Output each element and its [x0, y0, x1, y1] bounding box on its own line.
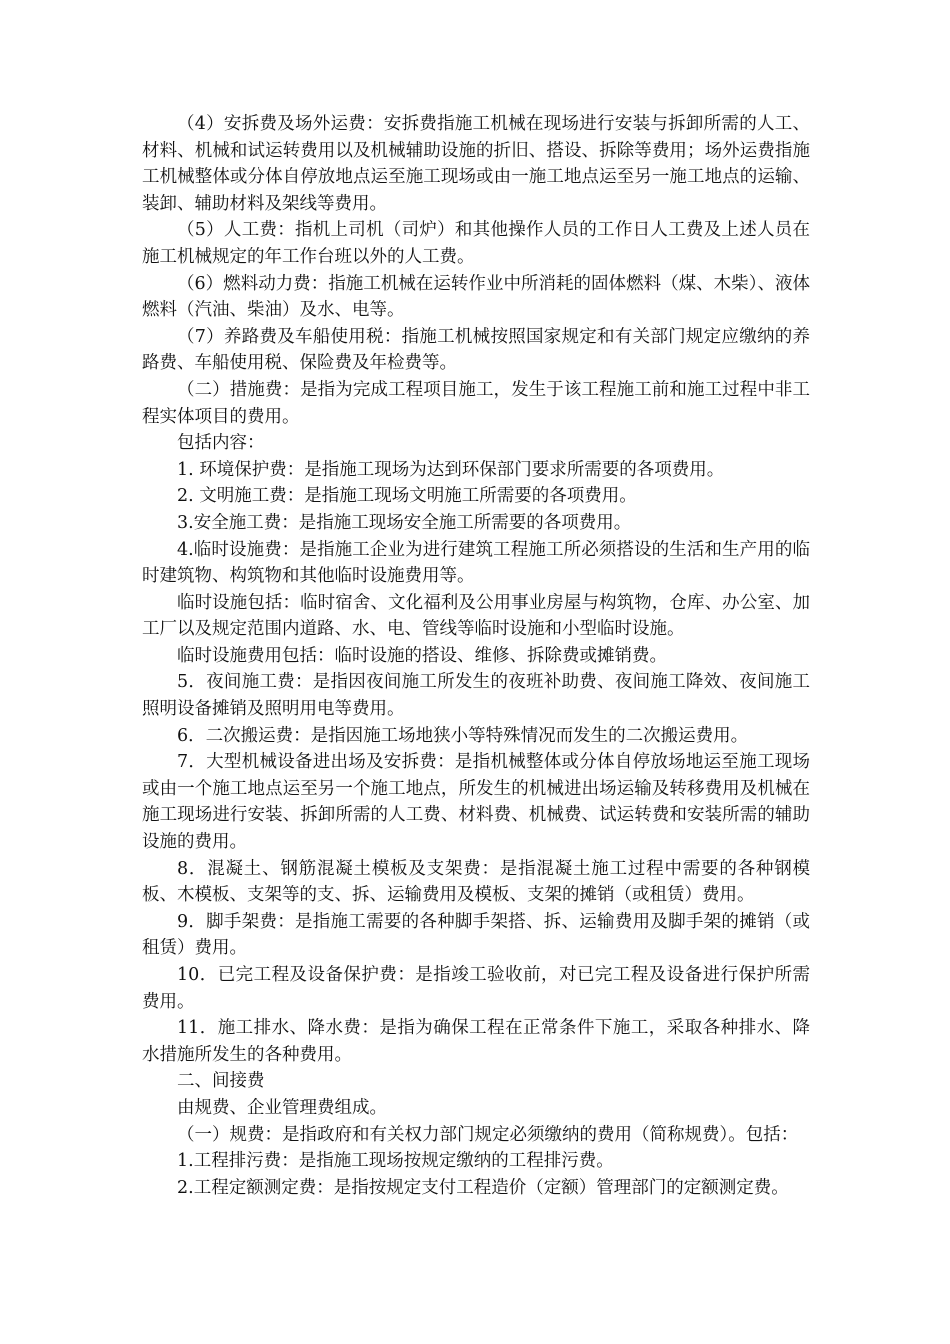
paragraph-includes: 包括内容： [177, 433, 265, 454]
paragraph-completed-works-protection-fee: 10．已完工程及设备保护费：是指竣工验收前，对已完工程及设备进行保护所需费用。 [142, 965, 810, 1012]
paragraph-sewage-fee: 1.工程排污费：是指施工现场按规定缴纳的工程排污费。 [177, 1151, 614, 1172]
paragraph-secondary-handling-fee: 6．二次搬运费：是指因施工场地狭小等特殊情况而发生的二次搬运费用。 [177, 725, 749, 746]
document-body [142, 111, 810, 1201]
paragraph-road-vehicle-tax: （7）养路费及车船使用税：指施工机械按照国家规定和有关部门规定应缴纳的养路费、车船使用税、保险费及年检费等。 [142, 326, 810, 374]
paragraph-labor-fee: （5）人工费：指机上司机（司炉）和其他操作人员的工作日人工费及上述人员在施工机械规定的年工作台班以外的人工费。 [142, 220, 810, 267]
paragraph-night-work-fee: 5．夜间施工费：是指因夜间施工所发生的夜班补助费、夜间施工降效、夜间施工照明设备摊销及照明用电等费用。 [142, 672, 810, 720]
paragraph-large-machinery-fee: 7．大型机械设备进出场及安拆费：是指机械整体或分体自停放场地运至施工现场或由一个施工地点运至另一个施工地点，所发生的机械进出场运输及转移费用及机械在施工现场进行安装、拆卸所需的人工费、材料费、机械费、试运转费和安装所需的辅助设施的费用。 [142, 752, 810, 853]
paragraph-measures-fee: （二）措施费：是指为完成工程项目施工，发生于该工程施工前和施工过程中非工程实体项目的费用。 [142, 379, 810, 427]
paragraph-scaffolding-fee: 9．脚手架费：是指施工需要的各种脚手架搭、拆、运输费用及脚手架的摊销（或租赁）费用。 [142, 911, 810, 959]
paragraph-statutory-fees: （一）规费：是指政府和有关权力部门规定必须缴纳的费用（简称规费）。包括： [177, 1124, 799, 1145]
paragraph-formwork-support-fee: 8．混凝土、钢筋混凝土模板及支架费：是指混凝土施工过程中需要的各种钢模板、木模板、支架等的支、拆、运输费用及模板、支架的摊销（或租赁）费用。 [142, 858, 810, 906]
section-heading-indirect-cost: 二、间接费 [177, 1071, 265, 1092]
paragraph-temporary-facilities-fee: 4.临时设施费：是指施工企业为进行建筑工程施工所必须搭设的生活和生产用的临时建筑物、构筑物和其他临时设施费用等。 [142, 539, 810, 587]
paragraph-quota-measurement-fee: 2.工程定额测定费：是指按规定支付工程造价（定额）管理部门的定额测定费。 [177, 1177, 789, 1198]
paragraph-fuel-power-fee: （6）燃料动力费：指施工机械在运转作业中所消耗的固体燃料（煤、木柴）、液体燃料（汽油、柴油）及水、电等。 [142, 273, 810, 321]
paragraph-civilized-construction-fee: 2. 文明施工费：是指施工现场文明施工所需要的各项费用。 [177, 486, 637, 507]
paragraph-safety-fee: 3.安全施工费：是指施工现场安全施工所需要的各项费用。 [177, 512, 632, 533]
paragraph-installation-transport-fee: （4）安拆费及场外运费：安拆费指施工机械在现场进行安装与拆卸所需的人工、材料、机械和试运转费用以及机械辅助设施的折旧、搭设、拆除等费用；场外运费指施工机械整体或分体自停放地点运至施工现场或由一施工地点运至另一施工地点的运输、装卸、辅助材料及架线等费用。 [142, 114, 810, 214]
paragraph-temporary-facilities-cost: 临时设施费用包括：临时设施的搭设、维修、拆除费或摊销费。 [177, 645, 667, 666]
paragraph-drainage-dewatering-fee: 11．施工排水、降水费：是指为确保工程在正常条件下施工，采取各种排水、降水措施所发生的各种费用。 [142, 1018, 810, 1065]
paragraph-temporary-facilities-include: 临时设施包括：临时宿舍、文化福利及公用事业房屋与构筑物，仓库、办公室、加工厂以及规定范围内道路、水、电、管线等临时设施和小型临时设施。 [142, 592, 810, 640]
paragraph-indirect-cost-composition: 由规费、企业管理费组成。 [177, 1097, 387, 1118]
paragraph-environmental-fee: 1. 环境保护费：是指施工现场为达到环保部门要求所需要的各项费用。 [177, 459, 725, 480]
